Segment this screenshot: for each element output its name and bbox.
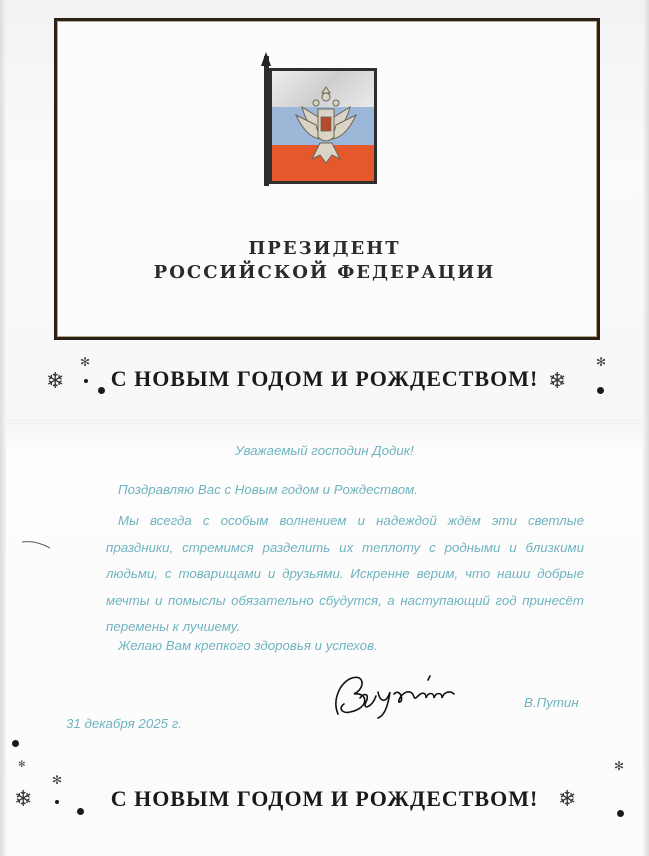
letter-salutation: Уважаемый господин Додик! bbox=[235, 443, 414, 458]
pine-sprig-icon: ✻ bbox=[80, 355, 91, 369]
decor-dot bbox=[12, 740, 19, 747]
handwritten-signature bbox=[330, 670, 490, 720]
snowflake-icon: ❄ bbox=[46, 368, 65, 393]
double-headed-eagle-icon bbox=[294, 81, 358, 169]
decor-dot bbox=[617, 810, 624, 817]
flag-cloth bbox=[269, 68, 377, 184]
presidential-standard-icon bbox=[264, 56, 380, 186]
pine-sprig-icon: ✻ bbox=[52, 773, 63, 787]
signatory-name: В.Путин bbox=[524, 695, 579, 710]
pine-sprig-icon: ✻ bbox=[18, 759, 26, 769]
snowflake-icon: ❄ bbox=[14, 786, 33, 811]
letter-paragraph-2: Мы всегда с особым волнением и надеждой ждём эти светлые праздники, стремимся разделить их теплоту с родными и близкими людьми, с товарищами и друзьями. Искренне верим, что наши добрые мечты и помыслы обязательно сбудутся, а наступающий год принесёт перемены к лучшему. bbox=[106, 513, 584, 634]
cover-title-line1: ПРЕЗИДЕНТ bbox=[248, 238, 401, 259]
pine-sprig-icon: ✻ bbox=[614, 759, 625, 773]
greeting-banner-bottom: С НОВЫМ ГОДОМ И РОЖДЕСТВОМ! bbox=[110, 786, 539, 811]
cover-title-line2: РОССИЙСКОЙ ФЕДЕРАЦИИ bbox=[153, 262, 496, 283]
snowflake-icon: ❄ bbox=[548, 368, 567, 393]
letter-paragraph-1: Поздравляю Вас с Новым годом и Рождеством. bbox=[118, 482, 418, 497]
flag-finial bbox=[261, 52, 271, 66]
decor-dot bbox=[597, 387, 604, 394]
letter-date: 31 декабря 2025 г. bbox=[66, 716, 182, 731]
paper-mark bbox=[20, 538, 54, 552]
page-edge-left bbox=[0, 0, 6, 856]
page-edge-right bbox=[643, 0, 649, 856]
pine-sprig-icon: ✻ bbox=[596, 355, 607, 369]
greeting-banner-top: С НОВЫМ ГОДОМ И РОЖДЕСТВОМ! bbox=[110, 366, 539, 391]
snowflake-icon: ❄ bbox=[558, 786, 577, 811]
letter-paragraph-3: Желаю Вам крепкого здоровья и успехов. bbox=[118, 638, 378, 653]
card-fold-line bbox=[0, 420, 649, 422]
